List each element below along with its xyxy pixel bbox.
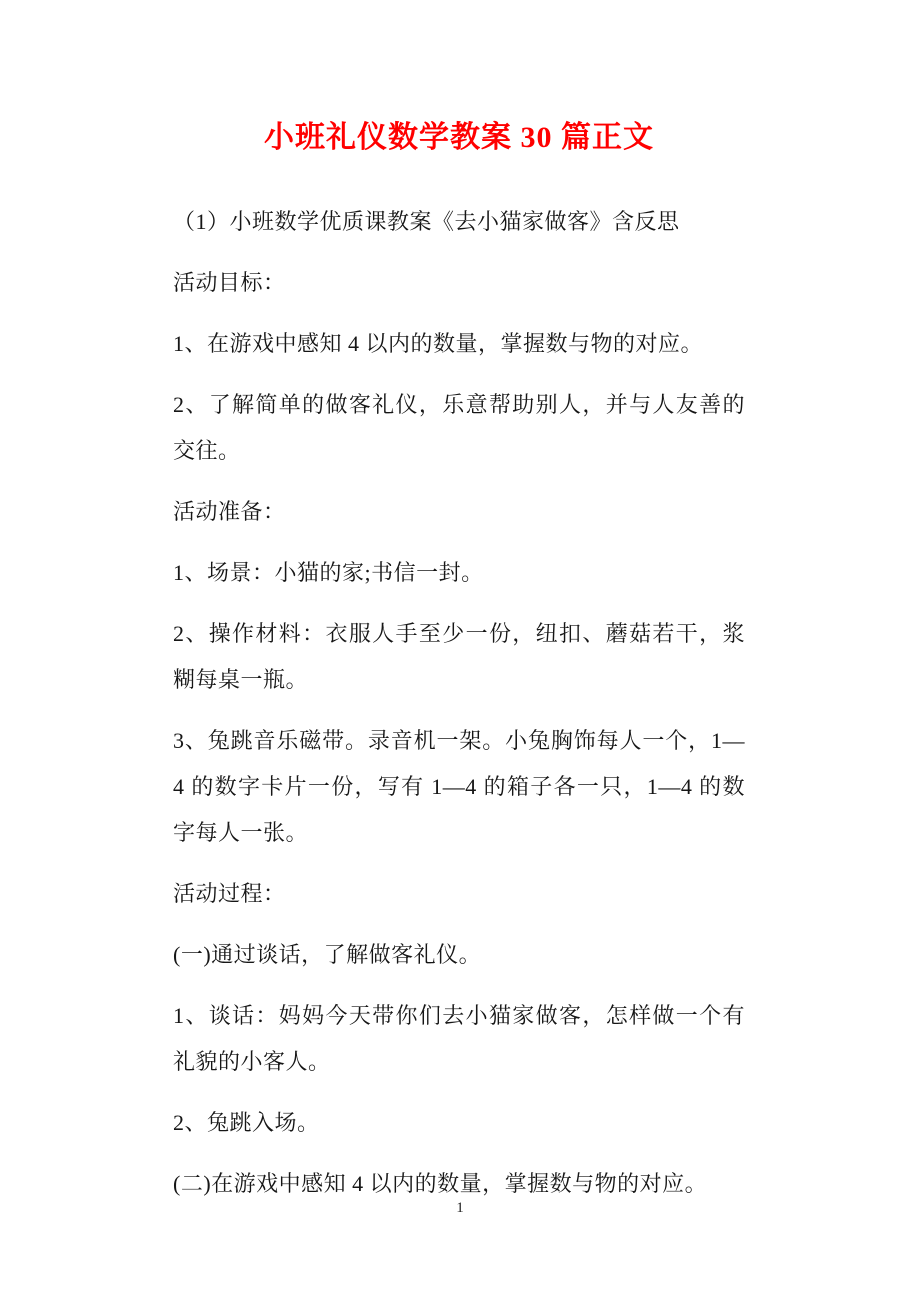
paragraph: 2、操作材料：衣服人手至少一份，纽扣、蘑菇若干，浆糊每桌一瓶。 [173, 621, 745, 692]
paragraph: 活动目标： [173, 270, 286, 295]
paragraph: 活动过程： [173, 881, 286, 906]
document-title: 小班礼仪数学教案 30 篇正文 [264, 121, 654, 154]
paragraph: (二)在游戏中感知 4 以内的数量，掌握数与物的对应。 [173, 1171, 708, 1196]
paragraph: 活动准备： [173, 499, 286, 524]
paragraph: 3、兔跳音乐磁带。录音机一架。小兔胸饰每人一个，1—4 的数字卡片一份，写有 1—4 的箱子各一只，1—4 的数字每人一张。 [173, 728, 745, 845]
paragraph: （1）小班数学优质课教案《去小猫家做客》含反思 [173, 209, 680, 234]
page-number: 1 [456, 1200, 464, 1216]
paragraph: 2、兔跳入场。 [173, 1110, 320, 1135]
paragraph: (一)通过谈话，了解做客礼仪。 [173, 942, 482, 967]
paragraph: 1、场景：小猫的家;书信一封。 [173, 560, 484, 585]
paragraph: 2、了解简单的做客礼仪，乐意帮助别人，并与人友善的交往。 [173, 392, 745, 463]
paragraph: 1、在游戏中感知 4 以内的数量，掌握数与物的对应。 [173, 331, 704, 356]
paragraph: 1、谈话：妈妈今天带你们去小猫家做客，怎样做一个有礼貌的小客人。 [173, 1003, 745, 1074]
